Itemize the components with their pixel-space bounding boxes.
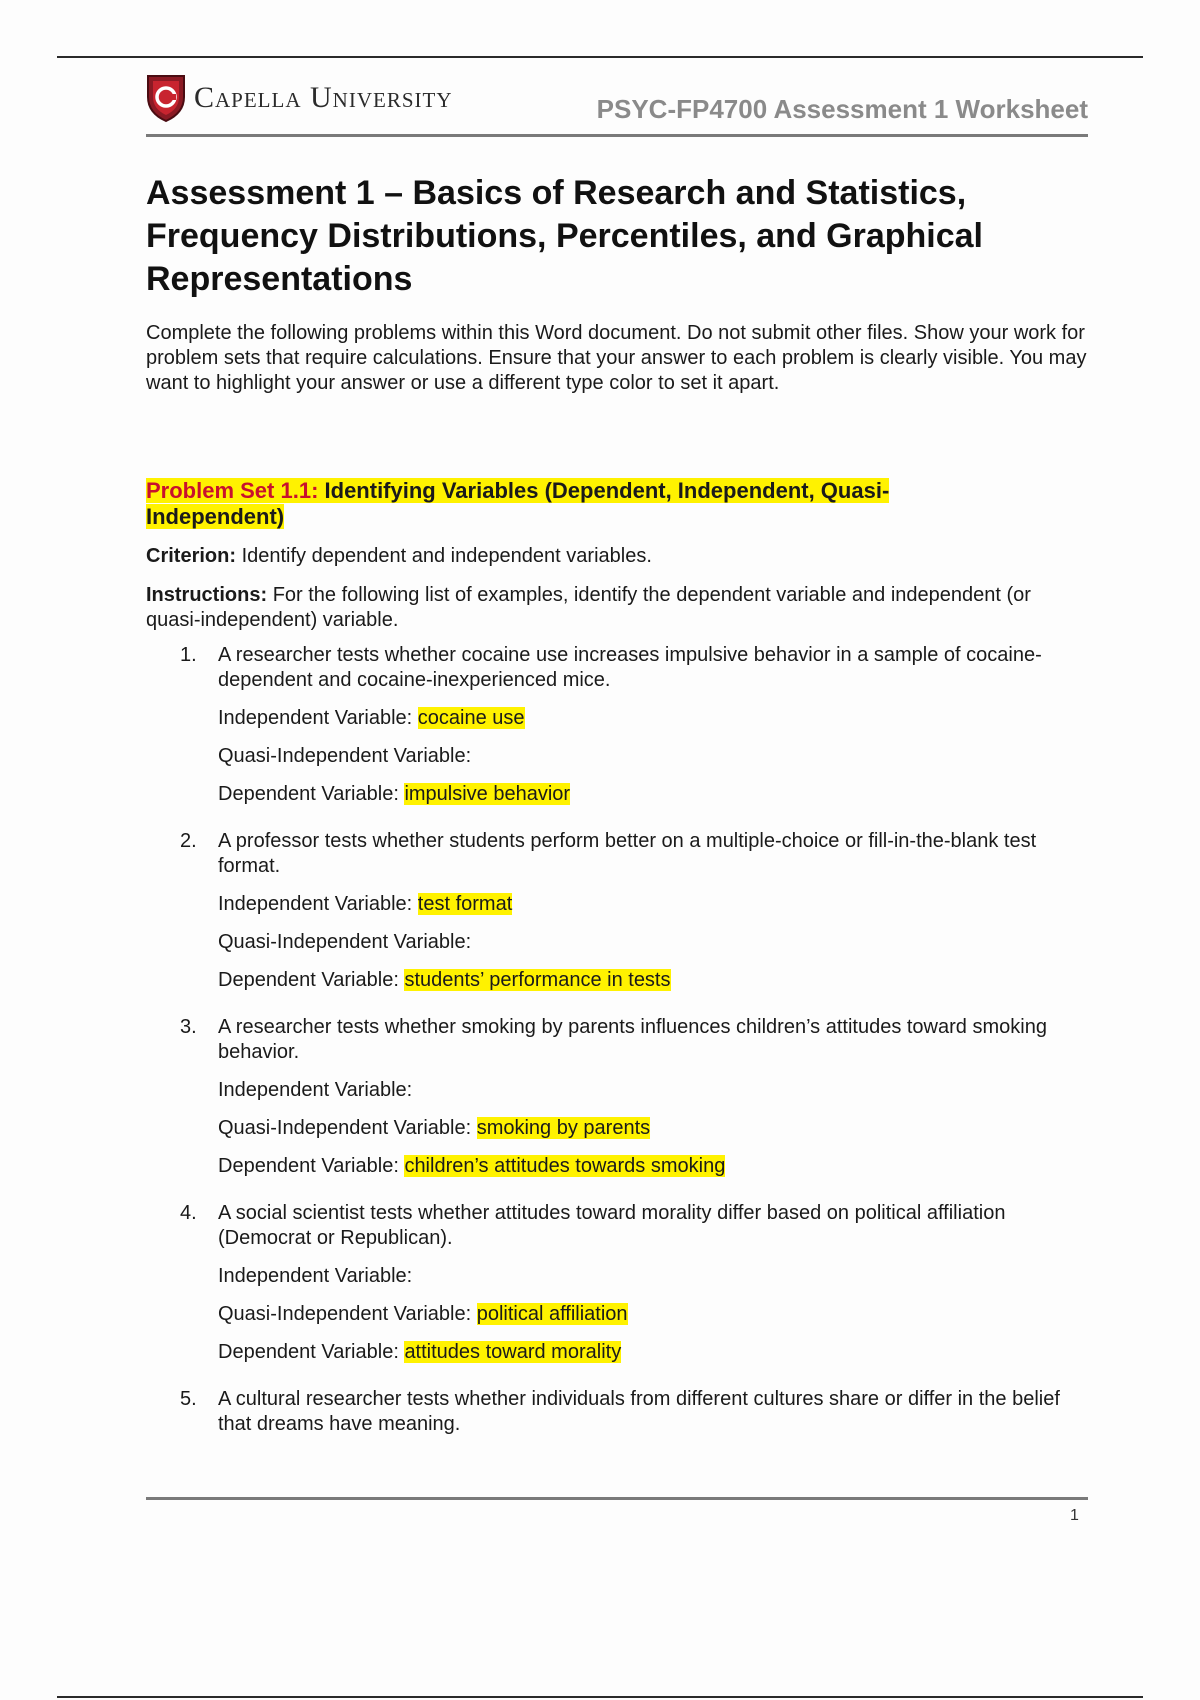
list-item: [146, 1387, 1088, 1437]
dependent-variable-answer: impulsive behavior: [404, 783, 571, 805]
item-text: A cultural researcher tests whether individuals from different cultures share or differ in the belief that dreams have meaning.: [218, 1388, 1060, 1435]
instructions-text: For the following list of examples, identify the dependent variable and independent (or quasi-independent) variable.: [146, 584, 1031, 631]
criterion-text: Identify dependent and independent variables.: [241, 545, 652, 567]
dependent-variable-line: [218, 782, 1088, 807]
instructions-label: Instructions:: [146, 584, 268, 606]
instructions-paragraph: [146, 583, 1088, 633]
quasi-independent-variable-answer: smoking by parents: [476, 1117, 651, 1139]
item-text: A social scientist tests whether attitudes toward morality differ based on political affiliation (Democrat or Republican).: [218, 1202, 1006, 1249]
dependent-variable-line: [218, 1340, 1088, 1365]
quasi-independent-variable-answer: political affiliation: [476, 1303, 628, 1325]
list-item: [146, 829, 1088, 993]
logo-wordmark: Capella University: [194, 81, 453, 114]
independent-variable-answer: cocaine use: [417, 707, 525, 729]
list-item: [146, 643, 1088, 807]
intro-paragraph: Complete the following problems within this Word document. Do not submit other files. Show your work for problem sets that require calculations. Ensure that your answer to each problem is clearly visible. You may want to highlight your answer or use a different type color to set it apart.: [146, 322, 1087, 394]
worksheet-header-title: PSYC-FP4700 Assessment 1 Worksheet: [596, 94, 1088, 124]
dependent-variable-answer: children’s attitudes towards smoking: [404, 1155, 726, 1177]
independent-variable-line: [218, 1264, 1088, 1289]
independent-variable-label: Independent Variable:: [218, 1265, 413, 1287]
item-number: 4.: [180, 1202, 197, 1224]
independent-variable-line: [218, 1078, 1088, 1103]
dependent-variable-line: [218, 1154, 1088, 1179]
item-number: 3.: [180, 1016, 197, 1038]
page-bottom-border: [57, 1696, 1143, 1698]
problem-set-title: Identifying Variables (Dependent, Independent, Quasi-Independent): [146, 478, 890, 529]
item-number: 5.: [180, 1388, 197, 1410]
problem-set-label: Problem Set 1.1:: [146, 478, 319, 503]
problem-set-label-highlight: [146, 478, 889, 529]
independent-variable-label: Independent Variable:: [218, 893, 413, 915]
independent-variable-label: Independent Variable:: [218, 1079, 413, 1101]
criterion-label: Criterion:: [146, 545, 236, 567]
item-text: A professor tests whether students perform better on a multiple-choice or fill-in-the-blank test format.: [218, 830, 1037, 877]
page-top-border: [57, 56, 1143, 58]
dependent-variable-label: Dependent Variable:: [218, 1155, 399, 1177]
dependent-variable-answer: students’ performance in tests: [404, 969, 671, 991]
list-item: [146, 1201, 1088, 1365]
independent-variable-answer: test format: [417, 893, 513, 915]
quasi-independent-variable-line: [218, 1116, 1088, 1141]
quasi-independent-variable-line: [218, 1302, 1088, 1327]
quasi-independent-variable-label: Quasi-Independent Variable:: [218, 931, 472, 953]
document-header: [146, 70, 1088, 134]
quasi-independent-variable-label: Quasi-Independent Variable:: [218, 1303, 472, 1325]
page-title: Assessment 1 – Basics of Research and Statistics, Frequency Distributions, Percentiles, and Graphical Representations: [146, 174, 984, 298]
quasi-independent-variable-line: [218, 930, 1088, 955]
independent-variable-label: Independent Variable:: [218, 707, 413, 729]
dependent-variable-label: Dependent Variable:: [218, 969, 399, 991]
dependent-variable-label: Dependent Variable:: [218, 783, 399, 805]
dependent-variable-label: Dependent Variable:: [218, 1341, 399, 1363]
question-list: [146, 643, 1088, 1437]
page-number: 1: [1070, 1507, 1079, 1524]
item-text: A researcher tests whether smoking by parents influences children’s attitudes toward smoking behavior.: [218, 1016, 1047, 1063]
quasi-independent-variable-label: Quasi-Independent Variable:: [218, 1117, 472, 1139]
shield-icon: [146, 73, 186, 123]
quasi-independent-variable-line: [218, 744, 1088, 769]
list-item: [146, 1015, 1088, 1179]
criterion-paragraph: [146, 544, 1088, 569]
independent-variable-line: [218, 892, 1088, 917]
item-number: 2.: [180, 830, 197, 852]
footer-divider: [146, 1497, 1088, 1500]
document-page: [146, 70, 1088, 1459]
item-text: A researcher tests whether cocaine use increases impulsive behavior in a sample of cocaine-dependent and cocaine-inexperienced mice.: [218, 644, 1042, 691]
dependent-variable-answer: attitudes toward morality: [404, 1341, 622, 1363]
item-number: 1.: [180, 644, 197, 666]
university-logo: [146, 73, 453, 123]
independent-variable-line: [218, 706, 1088, 731]
problem-set-heading: [146, 478, 986, 530]
quasi-independent-variable-label: Quasi-Independent Variable:: [218, 745, 472, 767]
header-divider: [146, 134, 1088, 137]
dependent-variable-line: [218, 968, 1088, 993]
